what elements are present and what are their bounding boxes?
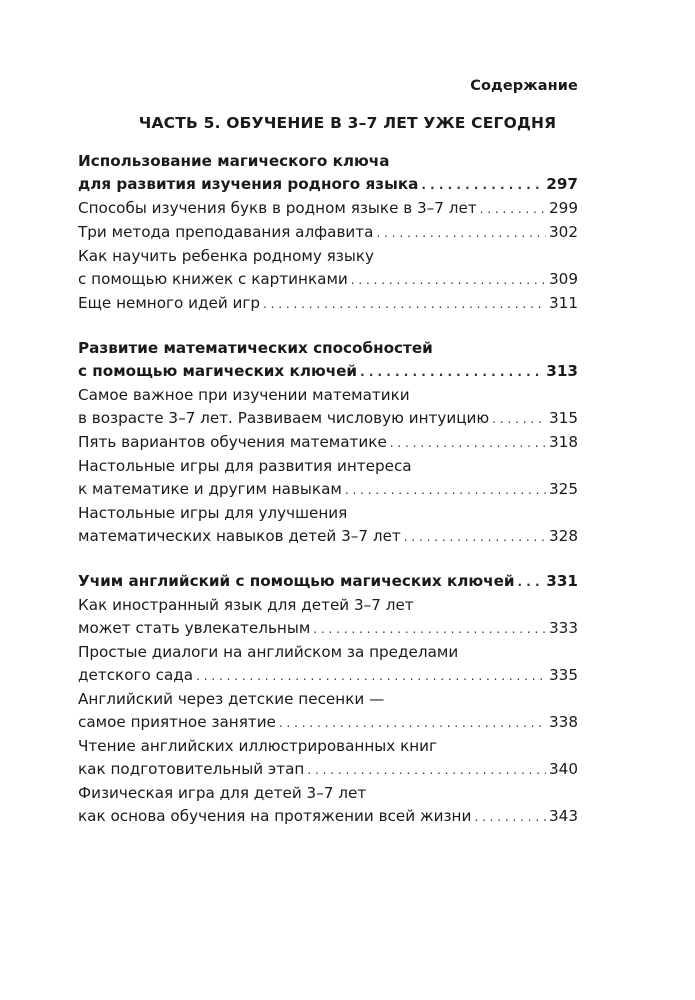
toc-entry-title-line: к математике и другим навыкам bbox=[78, 480, 342, 498]
toc-entry-title-line: Пять вариантов обучения математике bbox=[78, 433, 387, 451]
toc-entry bbox=[78, 431, 578, 455]
toc-page-number: 302 bbox=[549, 223, 578, 241]
toc-entry-title-line: Развитие математических способностей bbox=[78, 339, 433, 357]
toc-entry-row bbox=[78, 525, 578, 549]
toc-section bbox=[78, 150, 578, 316]
toc-entry-row bbox=[78, 711, 578, 735]
toc-entry-title-line: Настольные игры для развития интереса bbox=[78, 457, 412, 475]
toc-page-number: 335 bbox=[549, 666, 578, 684]
toc-entry-title-line: как подготовительный этап bbox=[78, 760, 305, 778]
toc-entry-title-line: может стать увлекательным bbox=[78, 619, 311, 637]
toc-entry-row bbox=[78, 478, 578, 502]
toc-section bbox=[78, 337, 578, 549]
toc-entry-row bbox=[78, 664, 578, 688]
toc-entry-row bbox=[78, 570, 578, 594]
toc-entry-title-line: Способы изучения букв в родном языке в 3–7 лет bbox=[78, 199, 477, 217]
toc-entry-title-line: Как иностранный язык для детей 3–7 лет bbox=[78, 596, 414, 614]
toc-entry-title-line: Настольные игры для улучшения bbox=[78, 504, 348, 522]
toc-entry-title-line: самое приятное занятие bbox=[78, 713, 276, 731]
toc-entry-title-line: как основа обучения на протяжении всей жизни bbox=[78, 807, 472, 825]
toc-entry-title-line: Физическая игра для детей 3–7 лет bbox=[78, 784, 367, 802]
toc-entry-title-line: Еще немного идей игр bbox=[78, 294, 261, 312]
toc-entry-title-line: для развития изучения родного языка bbox=[78, 175, 419, 193]
dot-leader bbox=[474, 806, 546, 829]
dot-leader bbox=[390, 432, 546, 455]
toc-page-number: 309 bbox=[549, 270, 578, 288]
toc-entry-row bbox=[78, 431, 578, 455]
toc-entry-row bbox=[78, 360, 578, 384]
dot-leader bbox=[345, 479, 546, 502]
toc-entry bbox=[78, 782, 578, 829]
toc-entry-row bbox=[78, 407, 578, 431]
toc-entry-row bbox=[78, 758, 578, 782]
toc-entry-row bbox=[78, 268, 578, 292]
toc-page-number: 313 bbox=[546, 362, 578, 380]
toc-entry bbox=[78, 502, 578, 549]
table-of-contents bbox=[78, 150, 578, 850]
dot-leader bbox=[360, 361, 543, 384]
dot-leader bbox=[263, 293, 546, 316]
toc-entry-title-line: Английский через детские песенки — bbox=[78, 690, 385, 708]
toc-entry-title-line: Использование магического ключа bbox=[78, 152, 390, 170]
dot-leader bbox=[376, 222, 546, 245]
toc-entry bbox=[78, 641, 578, 688]
toc-entry-title-line: в возрасте 3–7 лет. Развиваем числовую интуицию bbox=[78, 409, 490, 427]
toc-page-number: 318 bbox=[549, 433, 578, 451]
dot-leader bbox=[351, 269, 546, 292]
toc-entry-title-line: Чтение английских иллюстрированных книг bbox=[78, 737, 438, 755]
toc-entry bbox=[78, 455, 578, 502]
toc-entry bbox=[78, 221, 578, 245]
toc-entry bbox=[78, 197, 578, 221]
toc-entry-row bbox=[78, 221, 578, 245]
part-title: ЧАСТЬ 5. ОБУЧЕНИЕ В 3–7 ЛЕТ УЖЕ СЕГОДНЯ bbox=[138, 114, 557, 132]
toc-page-number: 325 bbox=[549, 480, 578, 498]
toc-page-number: 328 bbox=[549, 527, 578, 545]
toc-entry-row bbox=[78, 617, 578, 641]
toc-entry-title-line: Учим английский с помощью магических ключей bbox=[78, 572, 515, 590]
toc-page-number: 297 bbox=[546, 175, 578, 193]
toc-page-number: 331 bbox=[546, 572, 578, 590]
toc-entry-title-line: Как научить ребенка родному языку bbox=[78, 247, 375, 265]
running-head: Содержание bbox=[470, 78, 578, 94]
toc-entry-title-line: с помощью магических ключей bbox=[78, 362, 358, 380]
dot-leader bbox=[313, 618, 546, 641]
dot-leader bbox=[196, 665, 546, 688]
toc-entry bbox=[78, 594, 578, 641]
toc-entry-row bbox=[78, 292, 578, 316]
toc-entry-row bbox=[78, 805, 578, 829]
dot-leader bbox=[404, 526, 546, 549]
toc-entry-title-line: Три метода преподавания алфавита bbox=[78, 223, 374, 241]
toc-page-number: 338 bbox=[549, 713, 578, 731]
toc-chapter-entry bbox=[78, 150, 578, 197]
toc-entry bbox=[78, 735, 578, 782]
toc-page-number: 340 bbox=[549, 760, 578, 778]
toc-entry-title-line: Простые диалоги на английском за пределами bbox=[78, 643, 459, 661]
dot-leader bbox=[480, 198, 546, 221]
toc-page-number: 311 bbox=[549, 294, 578, 312]
toc-entry bbox=[78, 292, 578, 316]
toc-chapter-entry bbox=[78, 337, 578, 384]
toc-entry bbox=[78, 245, 578, 292]
dot-leader bbox=[421, 174, 543, 197]
dot-leader bbox=[307, 759, 546, 782]
toc-page-number: 343 bbox=[549, 807, 578, 825]
toc-page-number: 299 bbox=[549, 199, 578, 217]
toc-chapter-entry bbox=[78, 570, 578, 594]
toc-entry-title-line: с помощью книжек с картинками bbox=[78, 270, 348, 288]
dot-leader bbox=[492, 408, 546, 431]
toc-entry-title-line: математических навыков детей 3–7 лет bbox=[78, 527, 401, 545]
toc-entry-row bbox=[78, 173, 578, 197]
toc-section bbox=[78, 570, 578, 829]
dot-leader bbox=[518, 571, 544, 594]
toc-page-number: 315 bbox=[549, 409, 578, 427]
toc-entry-row bbox=[78, 197, 578, 221]
toc-page-number: 333 bbox=[549, 619, 578, 637]
toc-entry-title-line: детского сада bbox=[78, 666, 194, 684]
toc-entry-title-line: Самое важное при изучении математики bbox=[78, 386, 410, 404]
dot-leader bbox=[279, 712, 546, 735]
toc-entry bbox=[78, 384, 578, 431]
toc-entry bbox=[78, 688, 578, 735]
